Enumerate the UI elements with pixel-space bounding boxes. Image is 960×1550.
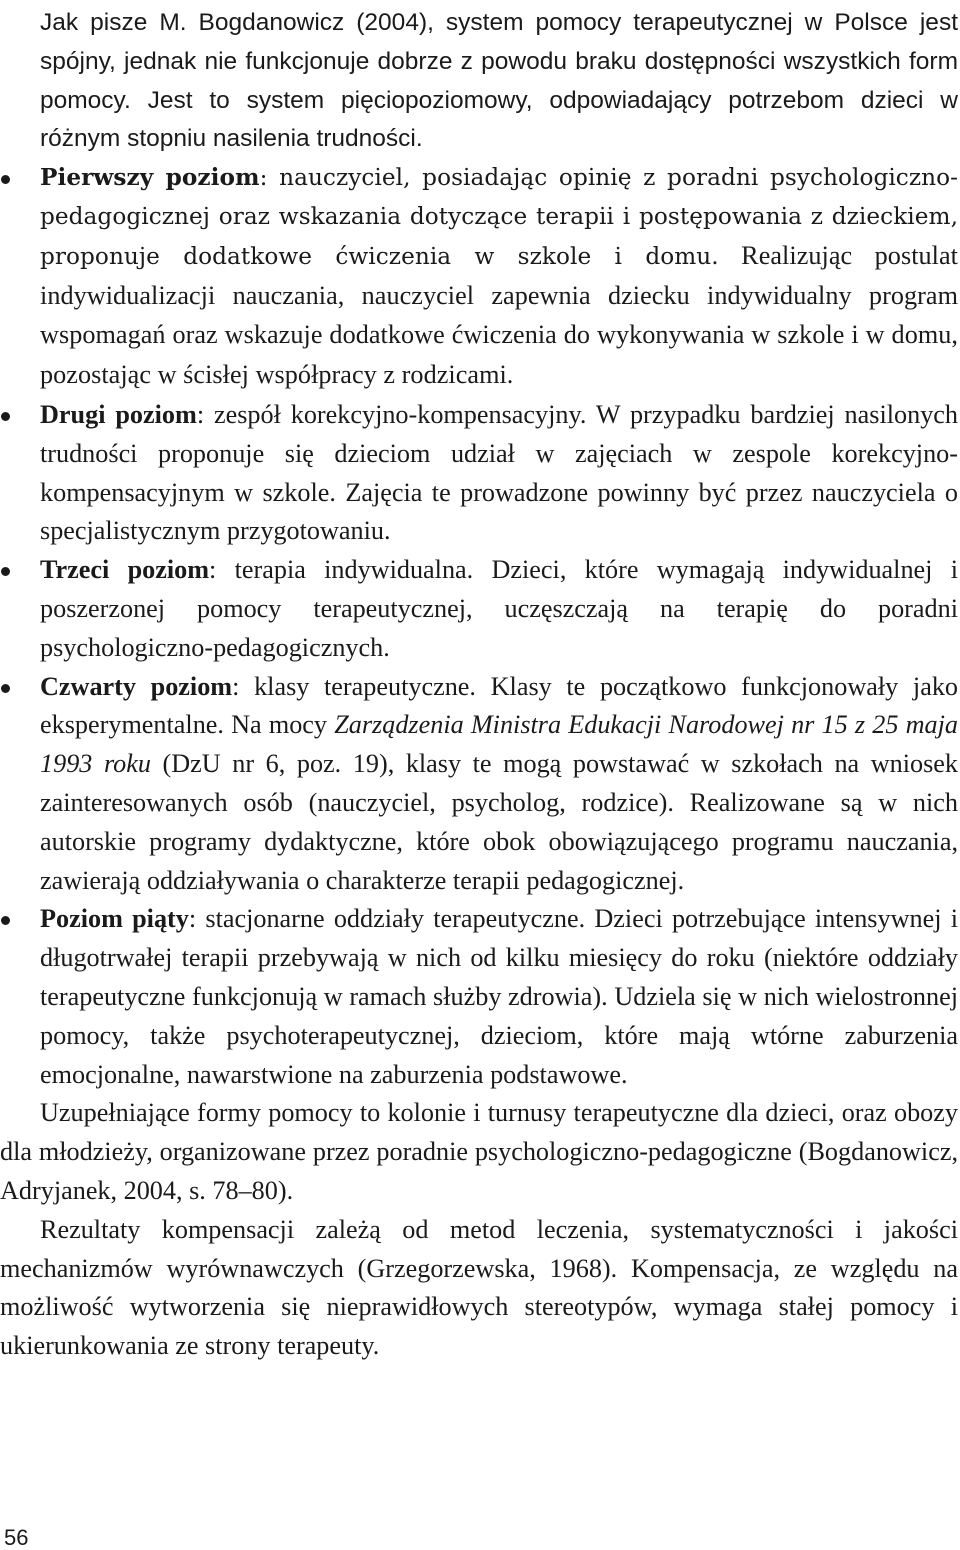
level-term: Czwarty poziom bbox=[40, 671, 233, 701]
intro-paragraph: Jak pisze M. Bogdanowicz (2004), system pomocy terapeutycznej w Polsce jest spójny, jednak nie funkcjonuje dobrze z powodu braku dostępności wszystkich form pomocy. Jest to system pięciopoziomowy, odpowiadający potrzebom dzieci w różnym stopniu nasilenia trudności. bbox=[40, 9, 958, 153]
bullet-icon bbox=[1, 175, 10, 184]
list-item-level-1 bbox=[0, 159, 958, 396]
therapy-levels-list bbox=[0, 159, 958, 1094]
level-colon: : bbox=[188, 904, 197, 934]
list-item-level-5 bbox=[0, 900, 958, 1094]
level-term: Poziom piąty bbox=[40, 904, 189, 934]
bullet-icon bbox=[1, 567, 10, 576]
bullet-icon bbox=[1, 412, 10, 421]
level-colon: : bbox=[232, 671, 240, 701]
level-description: stacjonarne oddziały terapeutyczne. Dzieci potrzebujące intensywnej i długotrwałej terapii przebywają w nich od kilku miesięcy do roku (niektóre oddziały terapeutyczne funkcjonują w ramach służby zdrowia). Udziela się w nich wielostronnej pomocy, także psychoterapeutycznej, dzieciom, które mają wtórne zaburzenia emocjonalne, nawarstwione na zaburzenia podstawowe. bbox=[40, 904, 958, 1089]
list-item-level-2 bbox=[0, 396, 958, 551]
level-description: klasy terapeutyczne. Klasy te początkowo funkcjonowały jako eksperymentalne. Na mocy bbox=[40, 671, 959, 740]
bullet-icon bbox=[1, 684, 10, 693]
level-colon: : bbox=[196, 399, 205, 429]
level-description: terapia indywidualna. Dzieci, które wymagają indywidualnej i poszerzonej pomocy terapeutycznej, uczęszczają na terapię do poradni psychologiczno-pedagogicznych. bbox=[40, 555, 959, 662]
level-description: zespół korekcyjno-kompensacyjny. W przypadku bardziej nasilonych trudności proponuje się dzieciom udział w zajęciach w zespole korekcyjno-kompensacyjnym w szkole. Zajęcia te prowadzone powinny być przez nauczyciela o specjalistycznym przygotowaniu. bbox=[40, 399, 958, 546]
level-description: nauczyciel, posiadając opinię z poradni psychologiczno-pedagogicznej oraz wskazania dotyczące terapii i postępowania z dzieckiem, proponuje dodatkowe ćwiczenia w szkole i domu. bbox=[40, 164, 958, 270]
regulation-citation: Zarządzenia Ministra Edukacji Narodowej nr 15 z 25 maja 1993 roku bbox=[40, 710, 958, 779]
level-description-continued: Realizując postulat indywidualizacji nauczania, nauczyciel zapewnia dziecku indywidualny program wspomagań oraz wskazuje dodatkowe ćwiczenia do wykonywania w szkole i w domu, pozostając w ścisłej współpracy z rodzicami. bbox=[40, 240, 958, 390]
level-term: Pierwszy poziom bbox=[40, 164, 260, 192]
level-colon: : bbox=[209, 555, 217, 585]
bullet-icon bbox=[1, 916, 10, 925]
page-body bbox=[0, 4, 958, 1366]
list-item-level-3 bbox=[0, 551, 958, 667]
body-paragraph: Rezultaty kompensacji zależą od metod leczenia, systematyczności i jakości mechanizmów wyrównawczych (Grzegorzewska, 1968). Kompensacja, ze względu na możliwość wytworzenia się nieprawidłowych stereotypów, wymaga stałej pomocy i ukierunkowania ze strony terapeuty. bbox=[0, 1214, 958, 1361]
level-term: Drugi poziom bbox=[40, 399, 197, 429]
level-colon: : bbox=[259, 164, 268, 192]
page-number: 56 bbox=[4, 1525, 29, 1550]
level-term: Trzeci poziom bbox=[40, 555, 210, 585]
body-paragraph: Uzupełniające formy pomocy to kolonie i turnusy terapeutyczne dla dzieci, oraz obozy dla młodzieży, organizowane przez poradnie psychologiczno-pedagogiczne (Bogdanowicz, Adryjanek, 2004, s. 78–80). bbox=[0, 1098, 958, 1205]
level-description-continued: (DzU nr 6, poz. 19), klasy te mogą powstawać w szkołach na wniosek zainteresowanych osób (nauczyciel, psycholog, rodzice). Realizowane są w nich autorskie programy dydaktyczne, które obok obowiązującego programu nauczania, zawierają oddziaływania o charakterze terapii pedagogicznej. bbox=[40, 749, 959, 895]
list-item-level-4 bbox=[0, 668, 958, 901]
